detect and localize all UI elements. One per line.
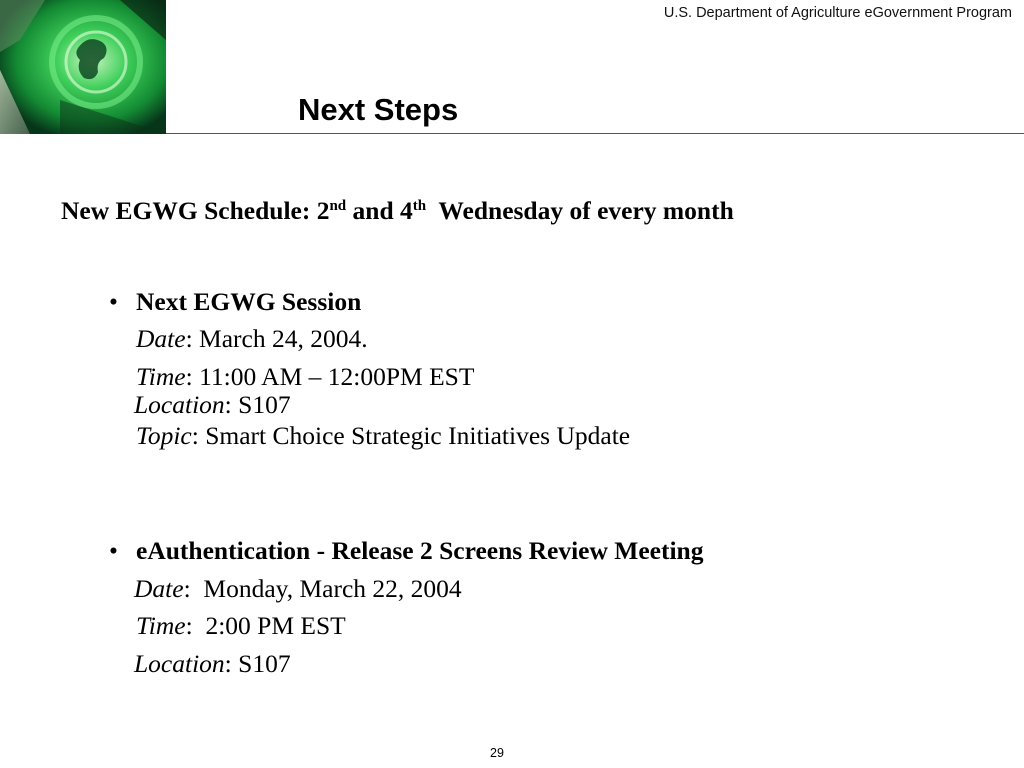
detail-value: 2:00 PM EST: [205, 611, 346, 640]
detail-label: Location: [134, 649, 225, 678]
bullet-icon: •: [109, 536, 118, 565]
detail-topic: [136, 421, 630, 451]
detail-sep: :: [185, 362, 200, 391]
detail-date: [134, 574, 462, 604]
detail-sep: :: [185, 324, 200, 353]
bullet-icon: •: [109, 287, 118, 316]
schedule-ordinal-2nd: nd: [329, 198, 347, 214]
detail-label: Date: [134, 574, 184, 603]
detail-label: Time: [136, 362, 186, 391]
detail-value: S107: [238, 649, 291, 678]
detail-value: S107: [238, 390, 291, 419]
header-divider: [166, 133, 1024, 134]
detail-value: March 24, 2004.: [199, 324, 368, 353]
detail-value: 11:00 AM – 12:00PM EST: [199, 362, 475, 391]
detail-label: Time: [136, 611, 186, 640]
egov-globe-logo: [0, 0, 166, 134]
schedule-ordinal-4th: th: [412, 198, 427, 214]
schedule-prefix: New EGWG Schedule: 2: [61, 196, 330, 225]
item-heading-label: Next EGWG Session: [136, 287, 362, 316]
detail-sep: :: [183, 574, 204, 603]
detail-label: Topic: [136, 421, 192, 450]
detail-sep: :: [224, 649, 239, 678]
detail-time: [136, 362, 474, 392]
slide-title: Next Steps: [298, 92, 459, 127]
detail-date: [136, 324, 368, 354]
detail-sep: :: [191, 421, 206, 450]
detail-location: [134, 649, 291, 679]
item-heading-eauthentication-meeting: [109, 536, 704, 566]
detail-sep: :: [185, 611, 206, 640]
detail-label: Date: [136, 324, 186, 353]
schedule-middle: and 4: [346, 196, 413, 225]
item-heading-egwg-session: [109, 287, 362, 317]
agency-name: U.S. Department of Agriculture eGovernment Program: [663, 5, 1012, 21]
detail-label: Location: [134, 390, 225, 419]
detail-time: [136, 611, 346, 641]
detail-value: Monday, March 22, 2004: [203, 574, 462, 603]
detail-sep: :: [224, 390, 239, 419]
page-number: 29: [490, 746, 504, 760]
item-heading-label: eAuthentication - Release 2 Screens Review Meeting: [136, 536, 704, 565]
schedule-heading: [61, 196, 734, 226]
globe-icon: [0, 0, 166, 134]
schedule-suffix: Wednesday of every month: [426, 196, 734, 225]
detail-location: [134, 390, 291, 420]
detail-value: Smart Choice Strategic Initiatives Update: [205, 421, 631, 450]
